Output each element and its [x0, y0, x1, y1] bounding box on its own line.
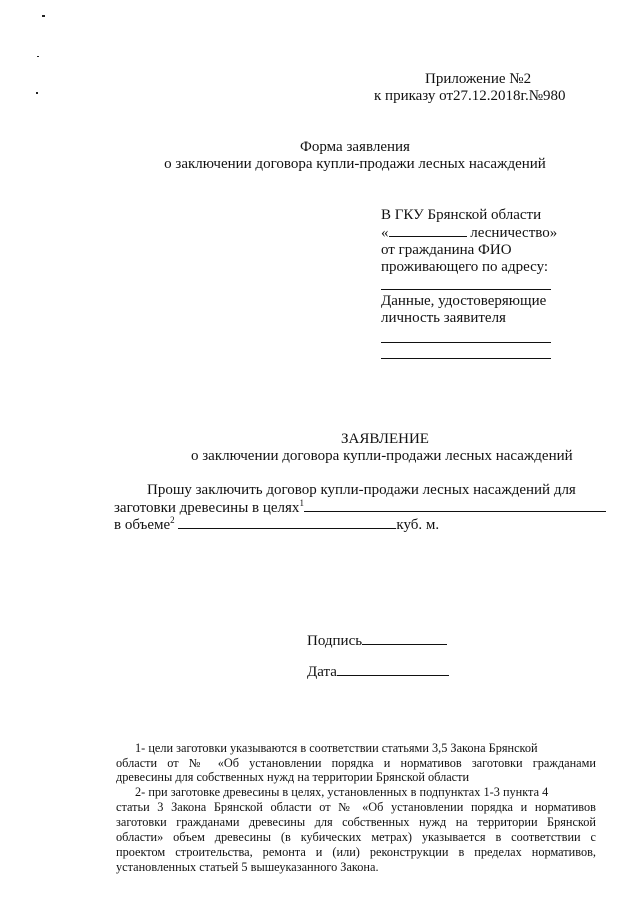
statement-body-line2	[114, 499, 606, 517]
address-blank-line	[381, 289, 551, 290]
forestry-name-blank	[389, 224, 467, 237]
signature-label: Подпись	[307, 633, 363, 649]
addressee-from: от гражданина ФИО	[381, 242, 512, 258]
scan-speck	[42, 15, 45, 17]
id-blank-line-1	[381, 342, 551, 343]
appendix-title: Приложение №2	[425, 71, 532, 87]
statement-title: ЗАЯВЛЕНИЕ	[341, 431, 429, 447]
statement-subtitle: о заключении договора купли-продажи лесных насаждений	[191, 448, 573, 464]
purpose-blank	[304, 499, 606, 512]
id-blank-line-2	[381, 358, 551, 359]
date-line	[307, 663, 449, 681]
footnote-2-line-3: заготовки гражданами древесины для собственных нужд на территории Брянской	[116, 815, 596, 829]
forestry-open-quote: «	[381, 225, 389, 241]
date-blank	[337, 663, 449, 676]
footnote-ref-1: 1	[299, 498, 304, 508]
footnote-2-line-2: статьи 3 Закона Брянской области от № «Об установлении порядка и нормативов	[116, 800, 596, 814]
footnote-1-line-2: области от № «Об установлении порядка и нормативов заготовки гражданами	[116, 756, 596, 770]
id-label-2: личность заявителя	[381, 310, 506, 326]
volume-unit: куб. м.	[396, 517, 440, 533]
form-heading-line2: о заключении договора купли-продажи лесных насаждений	[164, 156, 546, 172]
footnote-2-line-6: установленных статьей 5 вышеуказанного Закона.	[116, 860, 379, 874]
volume-label: в объеме	[114, 517, 171, 533]
statement-volume-line	[114, 516, 439, 534]
footnote-2-line-4: области» объем древесины (в кубических метрах) указывается в соответствии с	[116, 830, 596, 844]
forestry-suffix: лесничество»	[470, 225, 558, 241]
footnote-2-line-5: проектом строительства, ремонта и (или) реконструкции в пределах нормативов,	[116, 845, 596, 859]
footnote-1-line-3: древесины для собственных нужд на территории Брянской области	[116, 770, 470, 784]
footnote-ref-2: 2	[170, 515, 175, 525]
addressee-residing: проживающего по адресу:	[381, 259, 549, 275]
appendix-order-ref: к приказу от27.12.2018г.№980	[374, 88, 566, 104]
form-heading-line1: Форма заявления	[300, 139, 410, 155]
footnote-1-line-1: 1- цели заготовки указываются в соответствии статьями 3,5 Закона Брянской	[135, 741, 538, 755]
addressee-to: В ГКУ Брянской области	[381, 207, 542, 223]
scan-speck	[37, 56, 39, 57]
signature-line	[307, 632, 447, 650]
addressee-forestry	[381, 224, 557, 242]
date-label: Дата	[307, 664, 337, 680]
signature-blank	[362, 632, 447, 645]
scan-speck	[36, 92, 38, 94]
purpose-label: заготовки древесины в целях	[114, 500, 300, 516]
footnote-2-line-1: 2- при заготовке древесины в целях, установленных в подпунктах 1-3 пункта 4	[135, 785, 549, 799]
id-label-1: Данные, удостоверяющие	[381, 293, 547, 309]
volume-blank	[178, 516, 396, 529]
statement-body-line1: Прошу заключить договор купли-продажи лесных насаждений для	[147, 482, 576, 498]
